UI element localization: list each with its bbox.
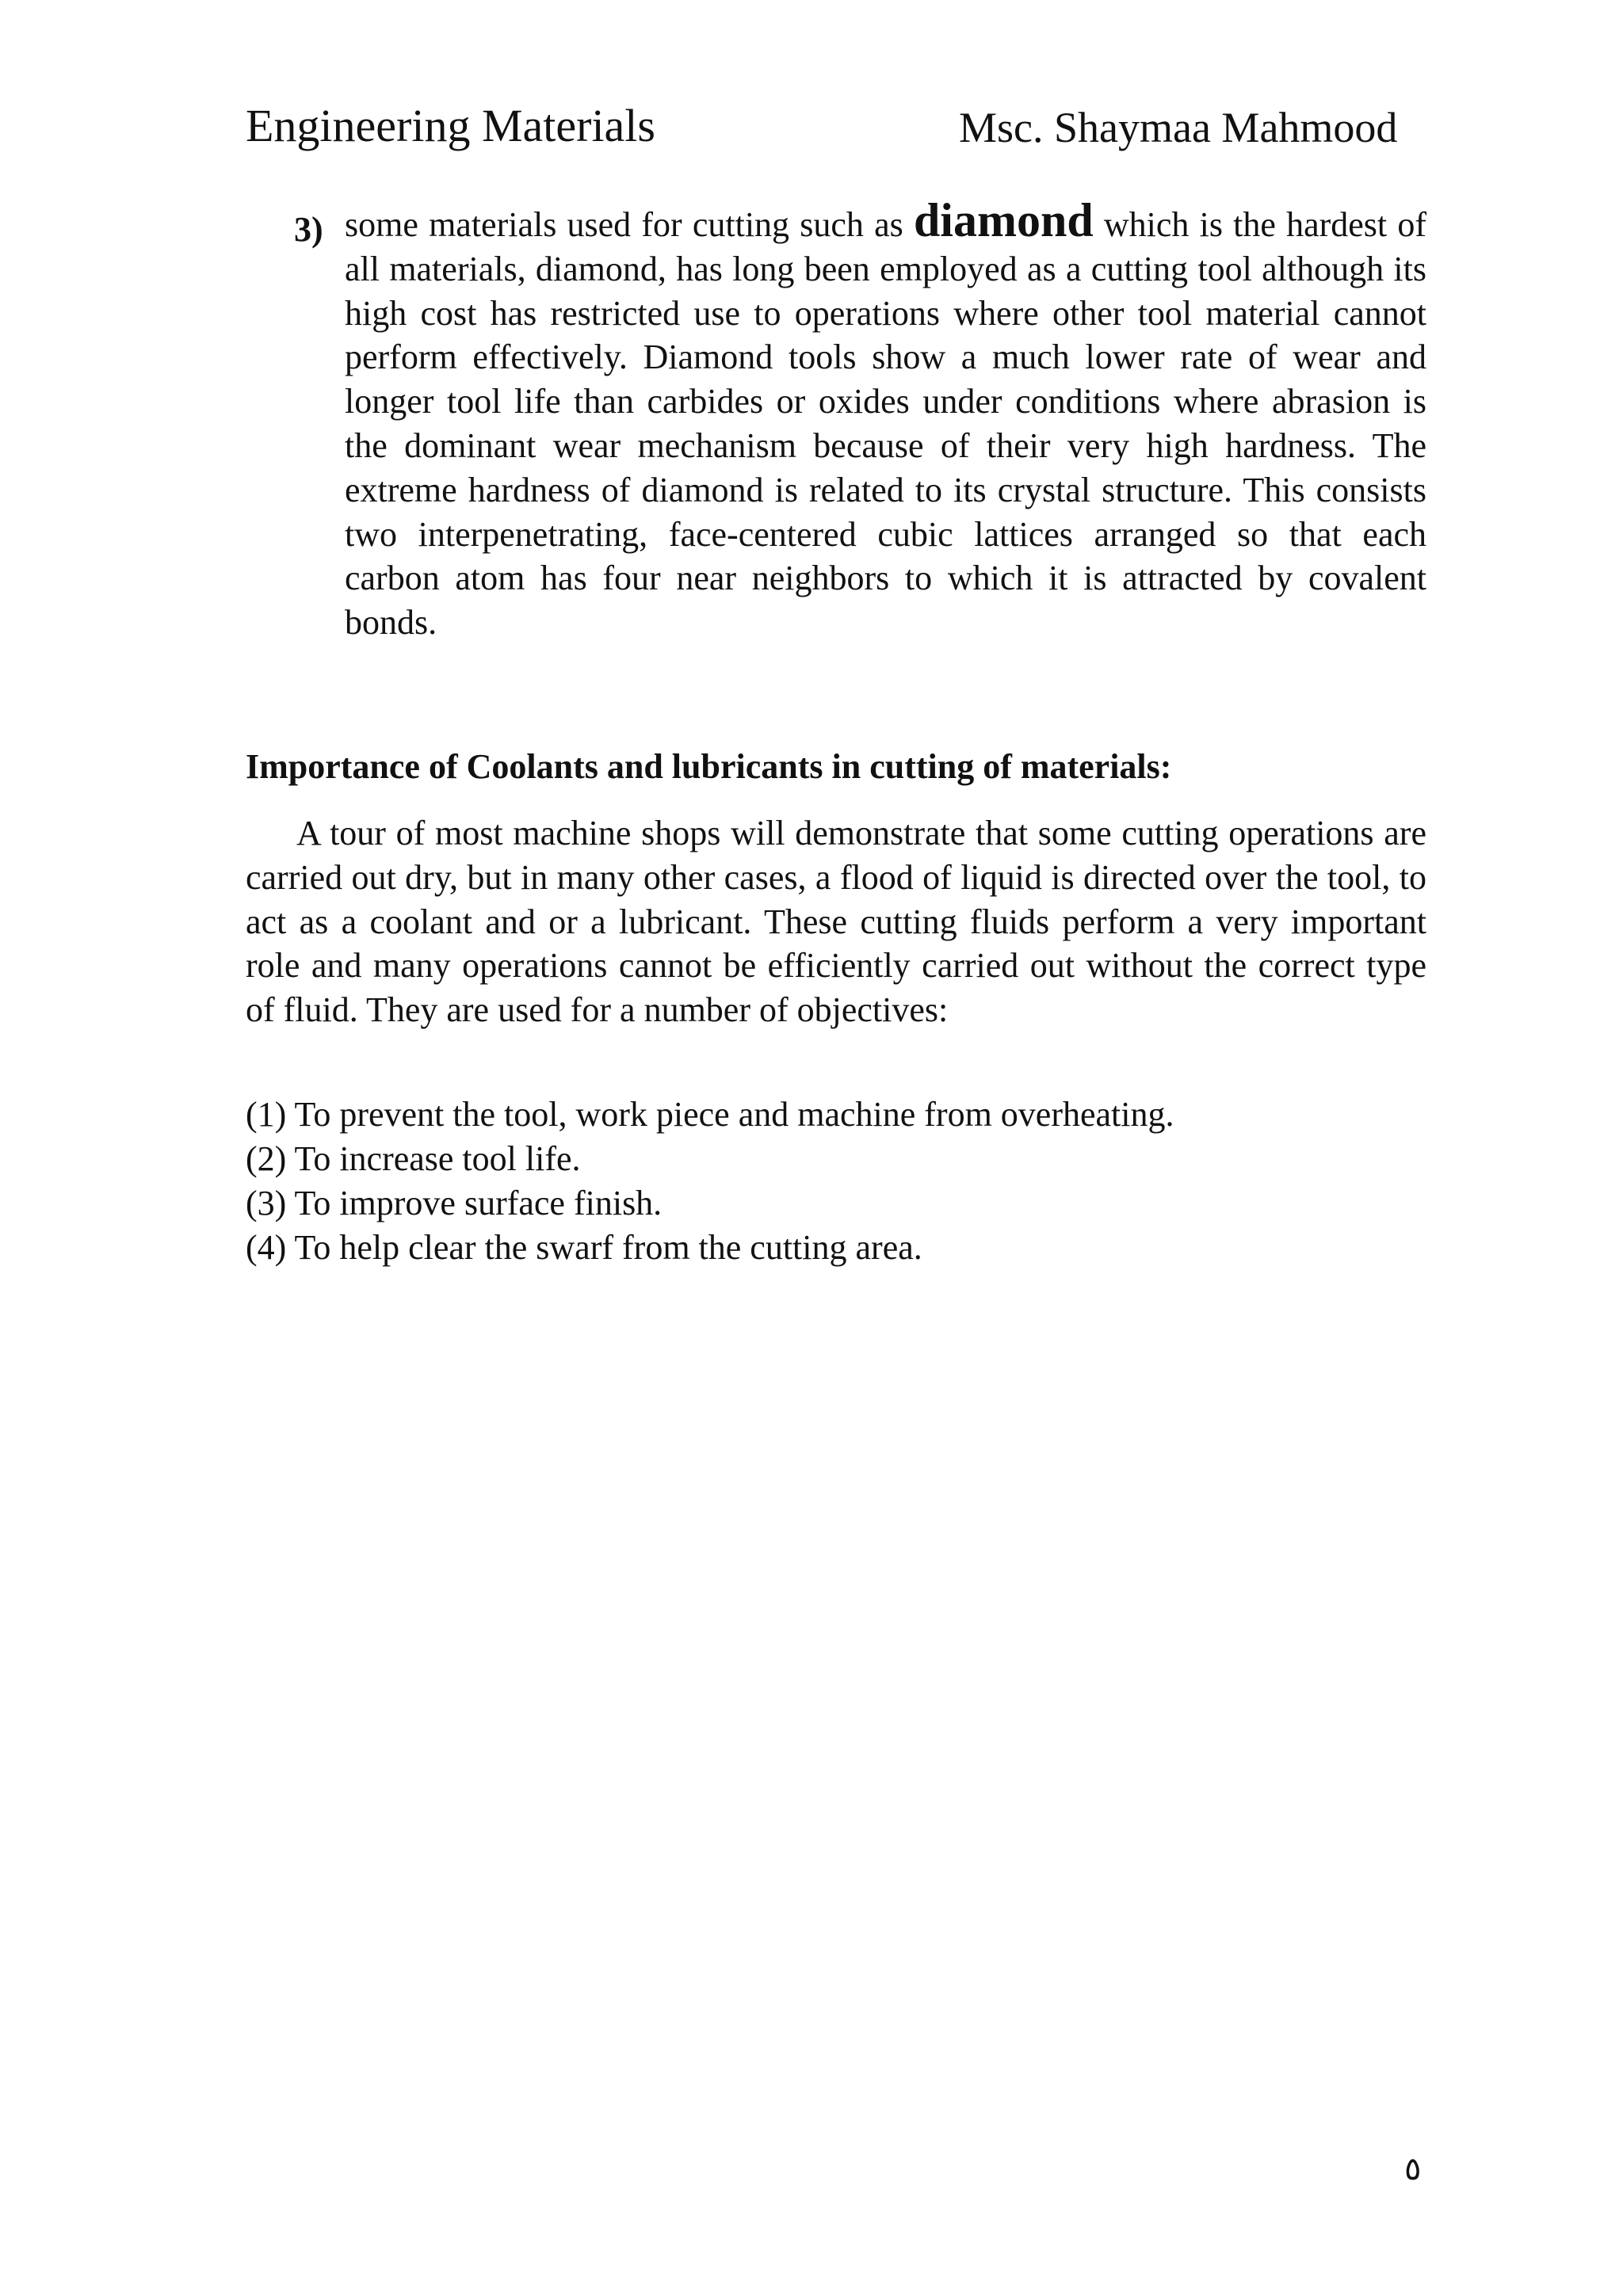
item-text-after: which is the hardest of all materials, diamond, has long been employed as a cutting tool although its high cost has restricted use to operations where other tool material cannot perform effectively. Diamond tools show a much lower rate of wear and longer tool life than carbides or oxides under conditions where abrasion is the dominant wear mechanism because of their very high hardness. The extreme hardness of diamond is related to its crystal structure. This consists two interpenetrating, face-centered cubic lattices arranged so that each carbon atom has four near neighbors to which it is attracted by covalent bonds. (345, 205, 1426, 643)
list-item-number: 3) (294, 210, 323, 249)
page-number: ٥ (1404, 2151, 1422, 2187)
objectives-list (246, 1093, 1174, 1270)
objective-item: (4) To help clear the swarf from the cutting area. (246, 1228, 922, 1267)
header-author: Msc. Shaymaa Mahmood (959, 104, 1398, 151)
item-emphasis-diamond: diamond (913, 194, 1094, 246)
objective-item: (2) To increase tool life. (246, 1139, 581, 1178)
objective-item: (1) To prevent the tool, work piece and machine from overheating. (246, 1095, 1174, 1134)
header-title: Engineering Materials (246, 100, 655, 151)
section-heading: Importance of Coolants and lubricants in cutting of materials: (246, 747, 1172, 786)
list-item-body (345, 194, 1426, 645)
section-paragraph: A tour of most machine shops will demonstrate that some cutting operations are carried out dry, but in many other cases, a flood of liquid is directed over the tool, to act as a coolant and or a lubricant. These cutting fluids perform a very important role and many operations cannot be efficiently carried out without the correct type of fluid. They are used for a number of objectives: (246, 814, 1426, 1030)
item-text-before: some materials used for cutting such as (345, 205, 914, 244)
objective-item: (3) To improve surface finish. (246, 1184, 663, 1222)
